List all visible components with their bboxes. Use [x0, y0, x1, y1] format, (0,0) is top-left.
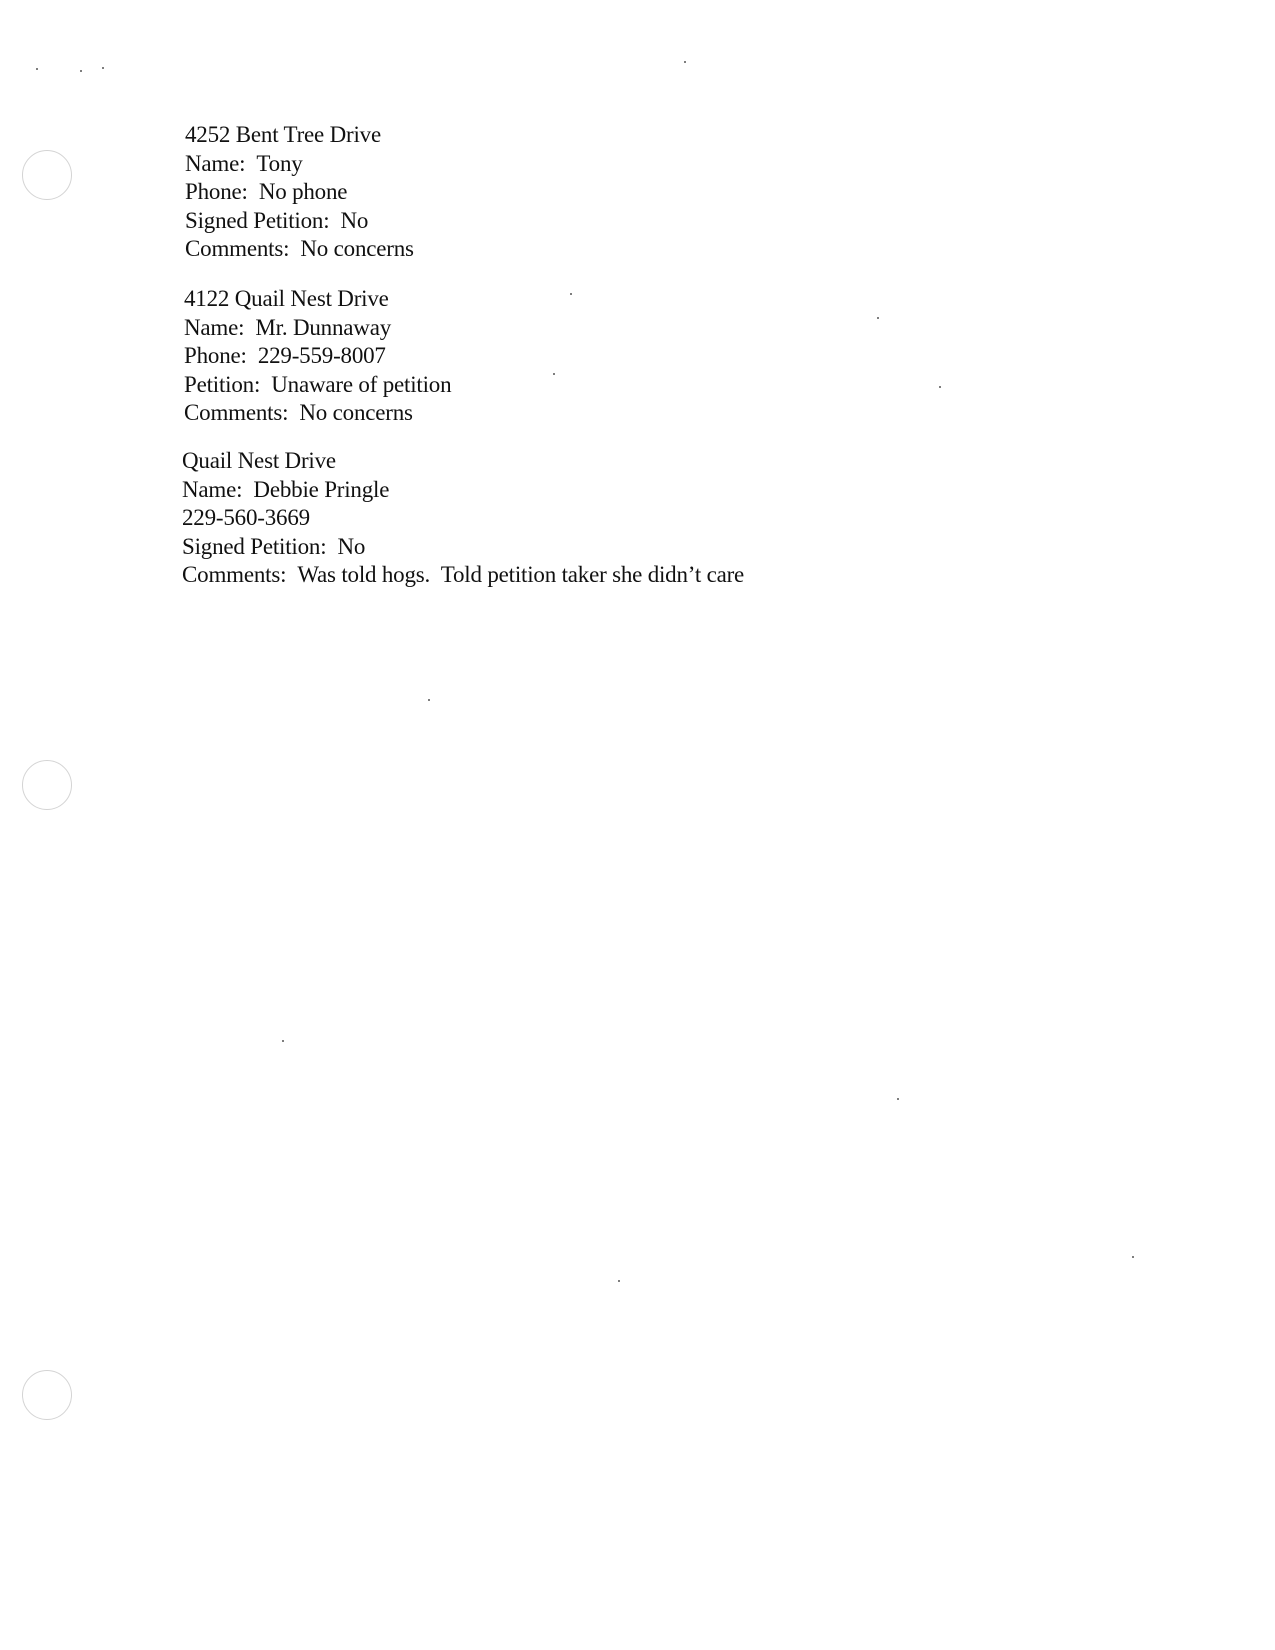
- scan-speck: [428, 699, 430, 701]
- entry-comments-line: [184, 399, 451, 428]
- contact-entry-2: [184, 285, 451, 428]
- name-value: Tony: [256, 150, 303, 176]
- comments-label: Comments:: [184, 400, 289, 425]
- petition-value: No: [340, 207, 369, 233]
- scan-speck: [897, 1098, 899, 1100]
- entry-comments-line: [185, 235, 414, 264]
- name-label: Name:: [185, 150, 246, 176]
- phone-label: Phone:: [184, 343, 247, 368]
- scan-speck: [684, 61, 686, 63]
- name-label: Name:: [184, 314, 245, 340]
- contact-entry-3: [182, 447, 744, 590]
- entry-petition-line: [182, 533, 744, 562]
- scan-speck: [570, 293, 572, 295]
- contact-entry-1: [185, 121, 414, 264]
- phone-value: 229-560-3669: [182, 505, 310, 530]
- phone-value: No phone: [258, 179, 348, 204]
- scan-speck: [282, 1040, 284, 1042]
- punch-hole-top: [22, 150, 72, 200]
- entry-name-line: [185, 150, 414, 179]
- scan-speck: [618, 1280, 620, 1282]
- entry-address-line: [185, 121, 414, 150]
- petition-value: Unaware of petition: [271, 371, 452, 397]
- comments-label: Comments:: [185, 236, 290, 261]
- name-label: Name:: [182, 476, 243, 502]
- punch-hole-middle: [22, 760, 72, 810]
- comments-value: No concerns: [300, 236, 414, 261]
- comments-value: No concerns: [299, 400, 413, 425]
- entry-name-line: [184, 314, 451, 343]
- scan-speck: [80, 70, 82, 72]
- entry-address-line: [184, 285, 451, 314]
- entry-name-line: [182, 476, 744, 505]
- scan-speck: [939, 386, 941, 388]
- petition-value: No: [337, 533, 366, 559]
- scan-speck: [36, 68, 38, 70]
- name-value: Debbie Pringle: [253, 476, 390, 502]
- address-text: 4252 Bent Tree Drive: [185, 122, 381, 147]
- scan-speck: [877, 317, 879, 319]
- petition-label: Signed Petition:: [185, 207, 330, 233]
- comments-label: Comments:: [182, 562, 287, 587]
- punch-hole-bottom: [22, 1370, 72, 1420]
- entry-phone-line: [185, 178, 414, 207]
- name-value: Mr. Dunnaway: [255, 314, 391, 340]
- entry-comments-line: [182, 561, 744, 590]
- address-text: 4122 Quail Nest Drive: [184, 286, 389, 311]
- entry-petition-line: [184, 371, 451, 400]
- scan-speck: [102, 67, 104, 69]
- petition-label: Signed Petition:: [182, 533, 327, 559]
- scan-speck: [553, 373, 555, 375]
- entry-address-line: [182, 447, 744, 476]
- phone-value: 229-559-8007: [257, 343, 386, 368]
- petition-label: Petition:: [184, 371, 261, 397]
- comments-value: Was told hogs. Told petition taker she didn’t care: [297, 562, 745, 587]
- address-text: Quail Nest Drive: [182, 448, 336, 473]
- entry-petition-line: [185, 207, 414, 236]
- entry-phone-line: [184, 342, 451, 371]
- entry-phone-line: [182, 504, 744, 533]
- phone-label: Phone:: [185, 179, 248, 204]
- scan-speck: [1132, 1256, 1134, 1258]
